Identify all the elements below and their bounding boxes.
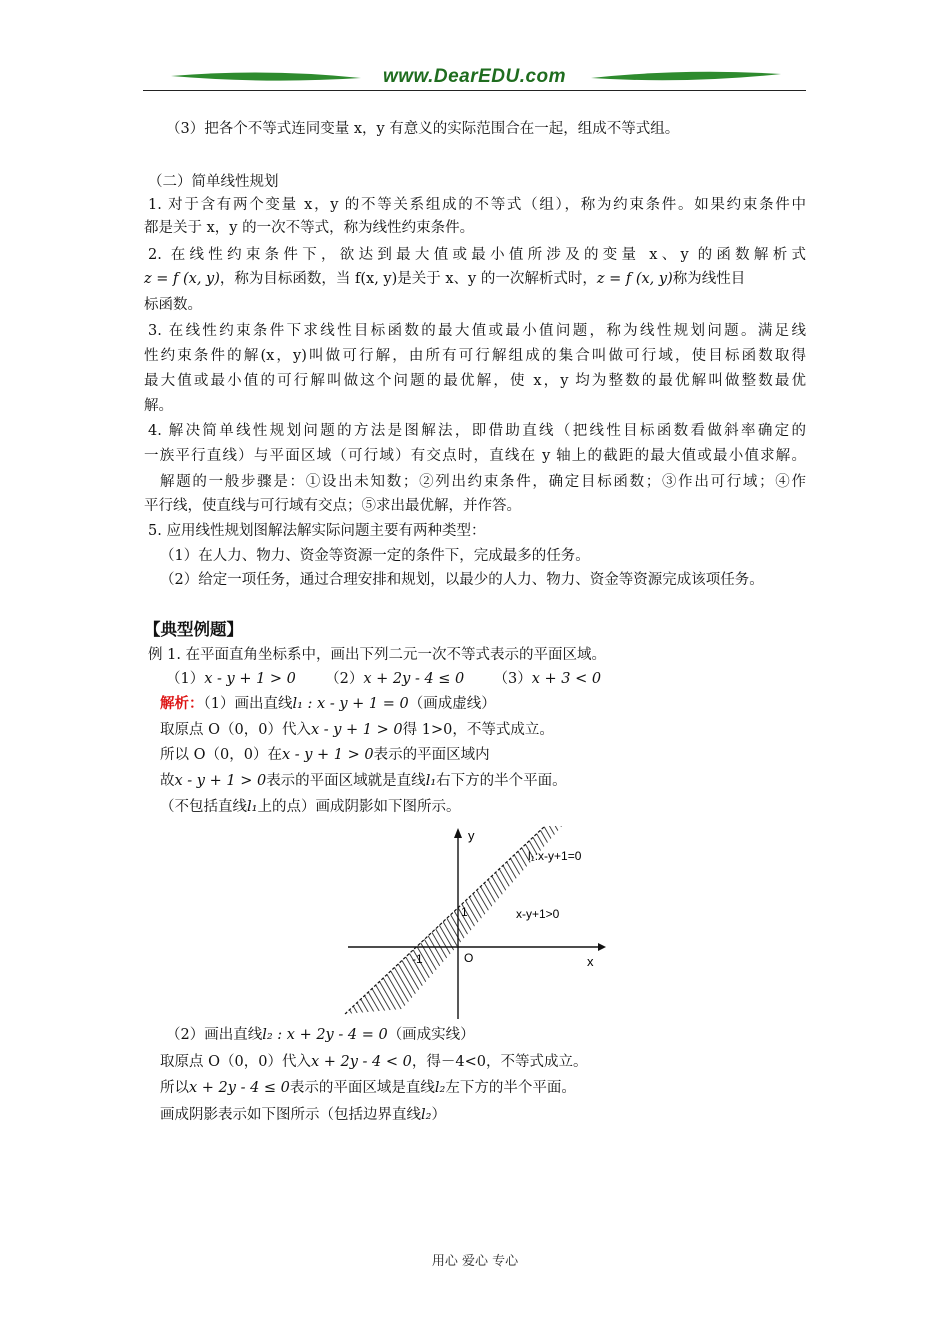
tick-label-neg1: -1 <box>412 952 423 966</box>
solution-label: 解析： <box>160 695 204 712</box>
page-header <box>143 62 806 92</box>
solution2-e3: ） <box>431 1107 446 1123</box>
solution2-c2: x + 2y - 4 < 0 <box>310 1054 412 1070</box>
example1-title: 例 1. 在平面直角坐标系中，画出下列二元一次不等式表示的平面区域。 <box>148 647 607 663</box>
solution2-text-b: （画成实线） <box>387 1027 475 1043</box>
solution2-d4: l₂ <box>434 1080 446 1096</box>
solution2-d2: x + 2y - 4 ≤ 0 <box>189 1080 290 1096</box>
y-axis-label: y <box>468 828 475 843</box>
solution1-f3: 上的点）画成阴影如下图所示。 <box>257 799 461 815</box>
header-rule <box>143 90 806 91</box>
solution1-c2: x - y + 1 > 0 <box>310 722 403 738</box>
item4-line1: 4. 解决简单线性规划问题的方法是图解法，即借助直线（把线性目标函数看做斜率确定的 <box>148 423 806 439</box>
item2-line2-tail: 称为线性目 <box>672 271 746 287</box>
item3-line1: 3. 在线性约束条件下求线性目标函数的最大值或最小值问题，称为线性规划问题。满足线 <box>148 323 806 339</box>
solution1-d3: 表示的平面区域内 <box>373 747 490 763</box>
x-axis-arrow <box>598 943 606 951</box>
item3-line4: 解。 <box>144 398 173 414</box>
q1-inequality: x - y + 1 > 0 <box>204 671 296 687</box>
item1-line1: 1. 对于含有两个变量 x，y 的不等关系组成的不等式（组），称为约束条件。如果约束条件中 <box>148 197 806 213</box>
q1-label: （1） <box>166 671 205 687</box>
q3-inequality: x + 3 < 0 <box>531 671 602 687</box>
solution2-text-a: （2）画出直线 <box>166 1027 263 1043</box>
formula-objective-2: z = f (x, y) <box>596 271 673 287</box>
item5-text: 5. 应用线性规划图解法解实际问题主要有两种类型： <box>148 523 486 539</box>
item4-line2: 一族平行直线）与平面区域（可行域）有交点时，直线在 y 轴上的截距的最大值或最小值求解。 <box>144 448 806 464</box>
step3-text: （3）把各个不等式连同变量 x，y 有意义的实际范围合在一起，组成不等式组。 <box>166 121 680 137</box>
steps-line2: 平行线，使直线与可行域有交点；⑤求出最优解，并作答。 <box>144 498 521 514</box>
examples-heading: 【典型例题】 <box>144 620 243 639</box>
solution1-line2 <box>160 721 554 739</box>
half-plane-figure <box>340 824 610 1019</box>
solution2-line4 <box>160 1106 446 1124</box>
q2-label: （2） <box>325 671 364 687</box>
solution1-c3: 得 1>0，不等式成立。 <box>402 722 554 738</box>
item5-type1: （1）在人力、物力、资金等资源一定的条件下，完成最多的任务。 <box>160 548 590 564</box>
item2-line3: 标函数。 <box>144 297 202 313</box>
solution1-line1 <box>160 695 496 713</box>
solution1-e1: 故 <box>160 773 175 789</box>
q3-label: （3） <box>493 671 532 687</box>
origin-label: O <box>464 951 474 965</box>
page-footer: 用心 爱心 专心 <box>431 1254 519 1269</box>
solution1-e2: x - y + 1 > 0 <box>174 773 267 789</box>
item2-line2 <box>144 270 745 288</box>
region-label: x-y+1>0 <box>516 907 560 921</box>
item2-line1: 2. 在线性约束条件下，欲达到最大值或最小值所涉及的变量 x、y 的函数解析式 <box>148 247 806 263</box>
solution1-f2: l₁ <box>247 799 258 815</box>
solution1-d2: x - y + 1 > 0 <box>281 747 374 763</box>
solution1-e5: 右下方的半个平面。 <box>436 773 567 789</box>
solution1-d1: 所以 O（0，0）在 <box>160 747 282 763</box>
tick-label-1: 1 <box>461 905 468 919</box>
item5-type2: （2）给定一项任务，通过合理安排和规划，以最少的人力、物力、资金等资源完成该项任务。 <box>160 572 764 588</box>
example1-questions <box>166 670 601 688</box>
formula-objective: z = f (x, y) <box>144 271 220 287</box>
solution2-d1: 所以 <box>160 1080 189 1096</box>
solution2-line3 <box>160 1079 576 1097</box>
solution1-e3: 表示的平面区域就是直线 <box>266 773 426 789</box>
solution1-text-b: （画成虚线） <box>408 696 496 712</box>
steps-line1: 解题的一般步骤是：①设出未知数；②列出约束条件，确定目标函数；③作出可行域；④作 <box>160 474 806 490</box>
q2-inequality: x + 2y - 4 ≤ 0 <box>363 671 465 687</box>
solution2-e2: l₂ <box>421 1107 432 1123</box>
solution1-f1: （不包括直线 <box>160 799 247 815</box>
solution2-d5: 左下方的半个平面。 <box>445 1080 576 1096</box>
solution2-c1: 取原点 O（0，0）代入 <box>160 1054 311 1070</box>
line-l1-equation: l₁ : x - y + 1 = 0 <box>292 696 409 712</box>
item1-line2: 都是关于 x，y 的一次不等式，称为线性约束条件。 <box>144 220 475 236</box>
solution1-e4: l₁ <box>425 773 437 789</box>
site-logo-text: www.DearEDU.com <box>382 66 567 87</box>
solution1-line4 <box>160 772 567 790</box>
solution2-d3: 表示的平面区域是直线 <box>289 1080 435 1096</box>
item2-line2-text: ，称为目标函数，当 f(x, y)是关于 x、y 的一次解析式时， <box>219 271 597 287</box>
solution1-line5 <box>160 798 460 816</box>
solution2-line1 <box>166 1026 475 1044</box>
solution2-line2 <box>160 1053 587 1071</box>
solution2-c3: ，得－4<0，不等式成立。 <box>411 1054 588 1070</box>
solution1-text-a: （1）画出直线 <box>203 696 293 712</box>
solution1-line3 <box>160 746 490 764</box>
y-axis-arrow <box>454 828 462 838</box>
section2-title: （二）简单线性规划 <box>148 174 279 190</box>
line-l1-label: l₁:x-y+1=0 <box>528 849 582 863</box>
line-l2-equation: l₂ : x + 2y - 4 = 0 <box>262 1027 388 1043</box>
item3-line3: 最大值或最小值的可行解叫做这个问题的最优解，使 x，y 均为整数的最优解叫做整数最优 <box>144 373 806 389</box>
item3-line2: 性约束条件的解(x，y)叫做可行解，由所有可行解组成的集合叫做可行域，使目标函数取得 <box>144 348 806 364</box>
x-axis-label: x <box>587 954 594 969</box>
solution1-c1: 取原点 O（0，0）代入 <box>160 722 311 738</box>
solution2-e1: 画成阴影表示如下图所示（包括边界直线 <box>160 1107 421 1123</box>
